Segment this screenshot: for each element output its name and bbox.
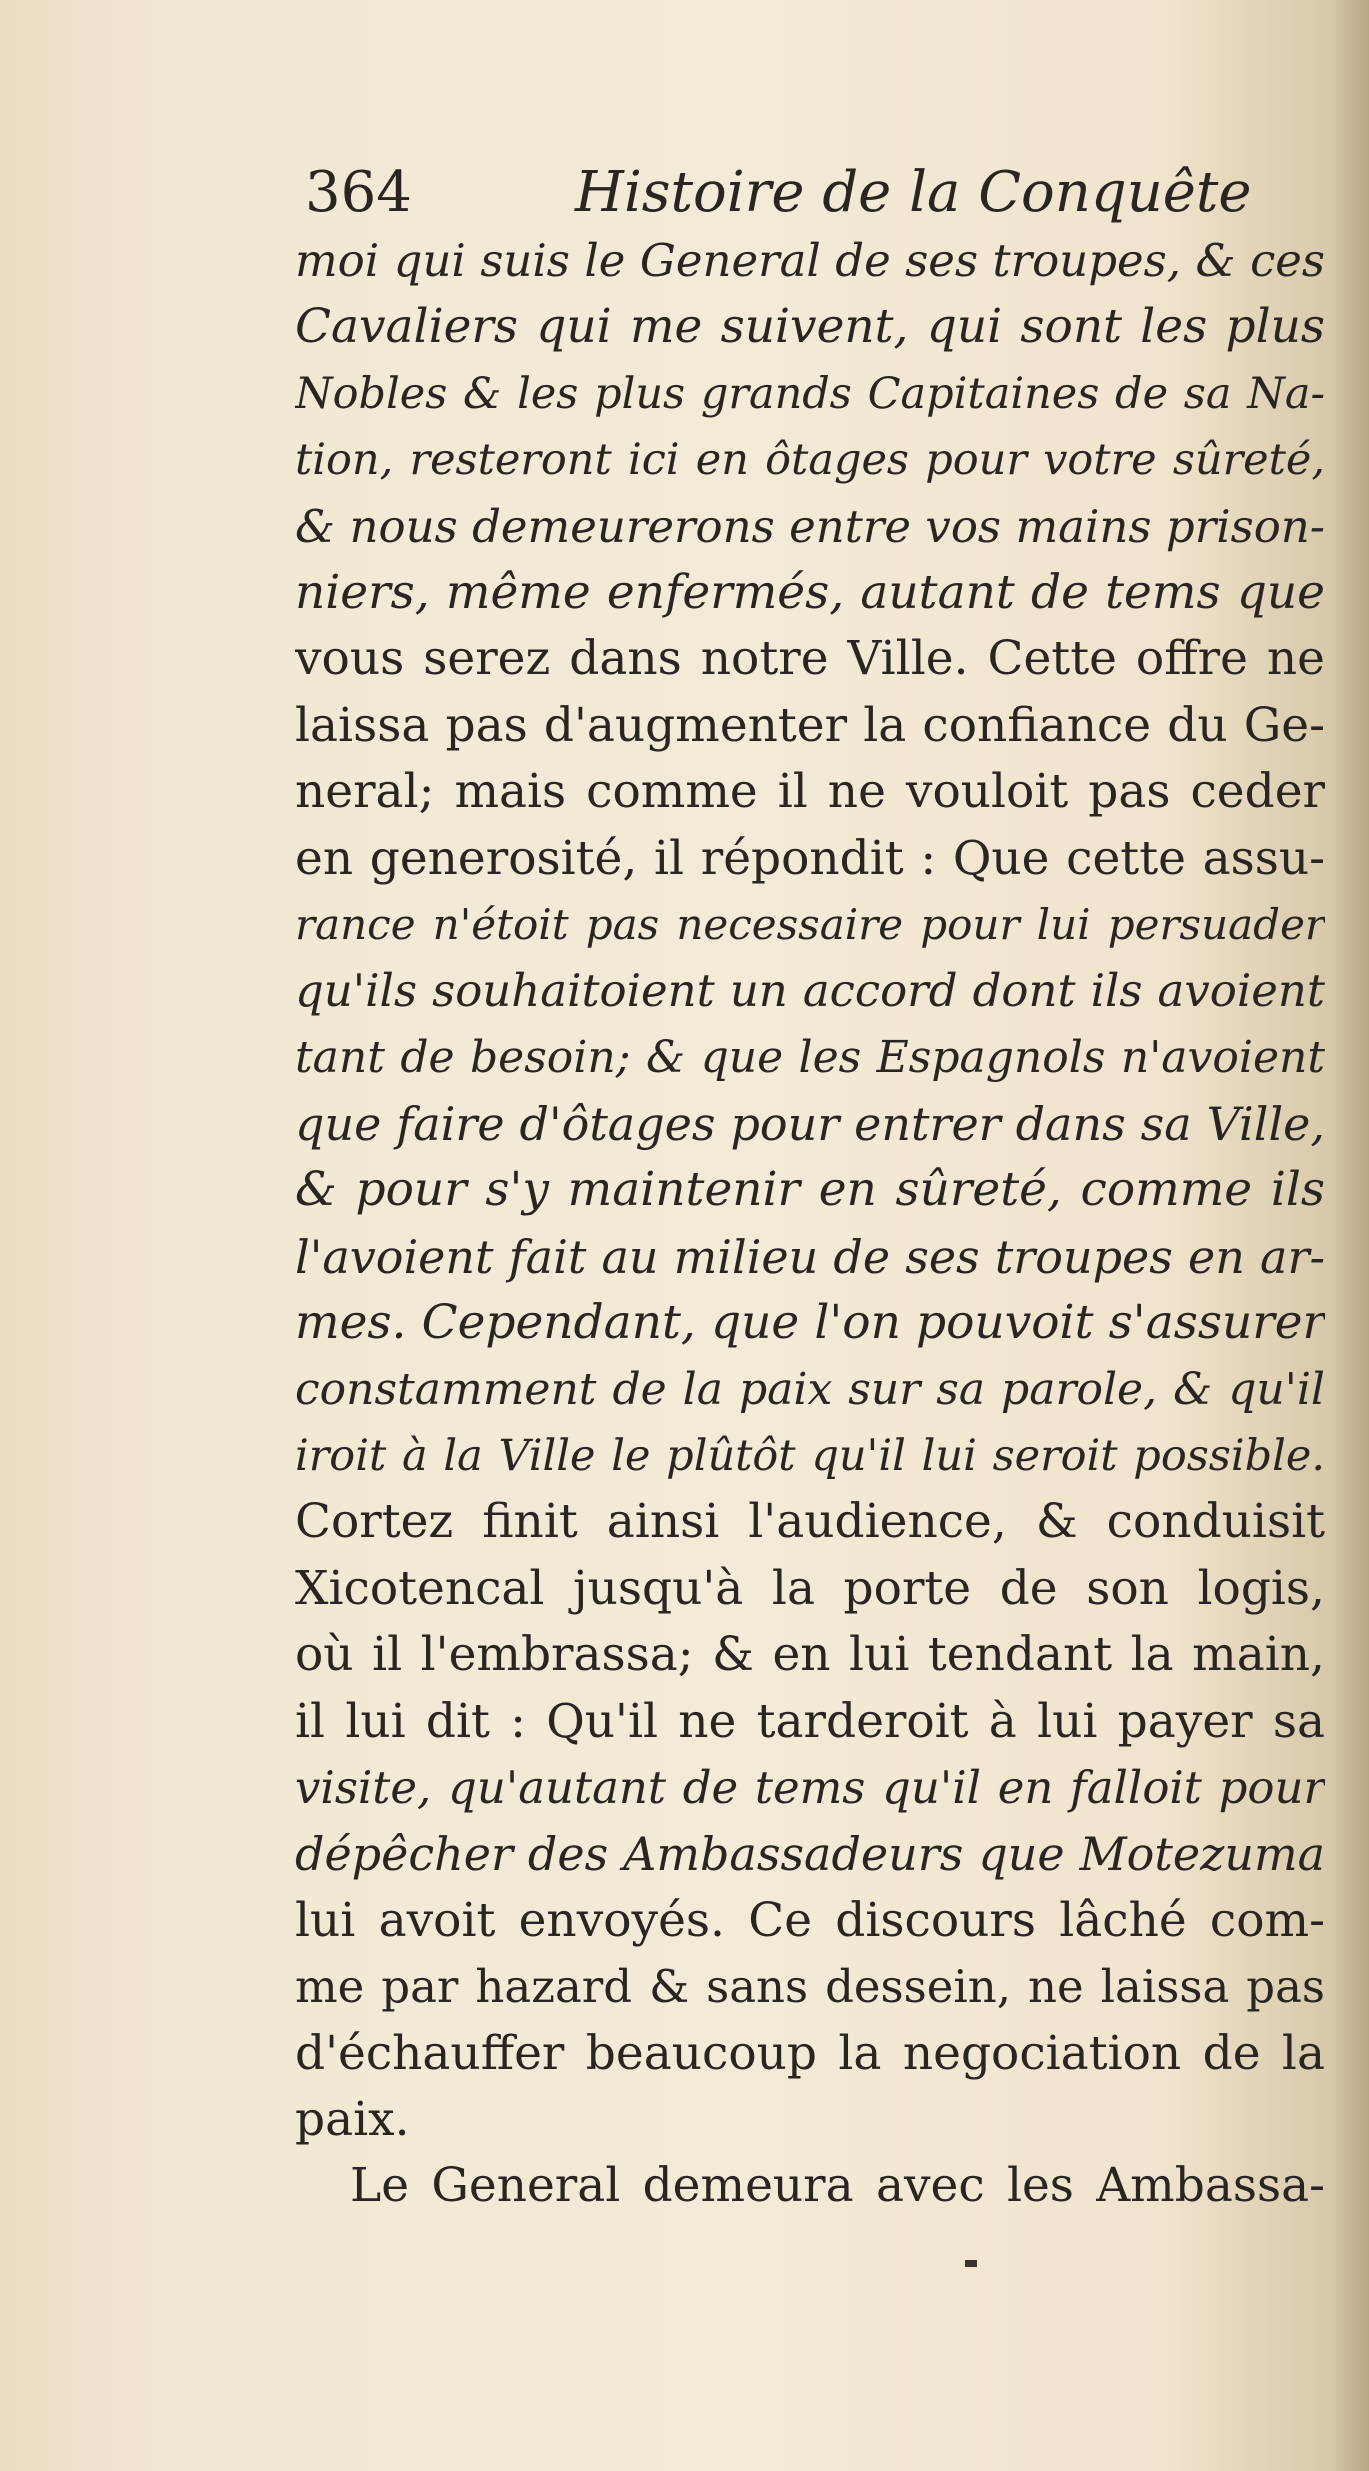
text-line: que faire d'ôtages pour entrer dans sa Ville, [295,1097,1325,1152]
text-line: Cortez finit ainsi l'audience, & conduisit [295,1494,1325,1550]
text-line: Cavaliers qui me suivent, qui sont les plus [295,299,1325,355]
text-line: & nous demeurerons entre vos mains prison- [295,499,1325,553]
text-line: mes. Cependant, que l'on pouvoit s'assurer [295,1295,1325,1351]
running-title: Histoire de la Conquête [575,160,1252,225]
page-header [0,158,1369,228]
text-line: & pour s'y maintenir en sûreté, comme ils [295,1162,1325,1218]
text-line: visite, qu'autant de tems qu'il en falloit pour [295,1760,1325,1814]
text-line: constamment de la paix sur sa parole, & qu'il [295,1363,1325,1415]
body-text [295,228,1325,2220]
text-line: Xicotencal jusqu'à la porte de son logis, [295,1560,1325,1616]
text-line: où il l'embrassa; & en lui tendant la main, [295,1627,1325,1683]
text-line: rance n'étoit pas necessaire pour lui persuader [295,899,1325,949]
text-line: moi qui suis le General de ses troupes, & ces [295,234,1325,287]
text-line: Nobles & les plus grands Capitaines de sa Na- [295,368,1325,419]
page-number: 364 [305,160,412,225]
text-line: me par hazard & sans dessein, ne laissa pas [295,1960,1325,2014]
text-line: laissa pas d'augmenter la confiance du Ge- [295,697,1325,753]
text-line: qu'ils souhaitoient un accord dont ils avoient [295,964,1325,1018]
text-line: lui avoit envoyés. Ce discours lâché com- [295,1892,1325,1948]
ink-speck [965,2260,977,2267]
text-line: l'avoient fait au milieu de ses troupes en ar- [295,1229,1325,1284]
text-line: tant de besoin; & que les Espagnols n'avoient [295,1031,1325,1083]
text-line: niers, même enfermés, autant de tems que [295,564,1325,620]
text-line: dépêcher des Ambassadeurs que Motezuma [295,1827,1325,1882]
text-line: paix. [295,2091,410,2147]
text-line: neral; mais comme il ne vouloit pas ceder [295,764,1325,820]
text-line: en generosité, il répondit : Que cette assu- [295,830,1325,886]
text-line: iroit à la Ville le plûtôt qu'il lui seroit possible. [295,1431,1325,1482]
text-line: d'échauffer beaucoup la negociation de la [295,2025,1325,2081]
text-line: il lui dit : Qu'il ne tarderoit à lui payer sa [295,1693,1325,1749]
text-line: vous serez dans notre Ville. Cette offre ne [295,631,1325,687]
text-line: tion, resteront ici en ôtages pour votre sûreté, [295,435,1325,486]
text-line: Le General demeura avec les Ambassa- [350,2158,1325,2214]
